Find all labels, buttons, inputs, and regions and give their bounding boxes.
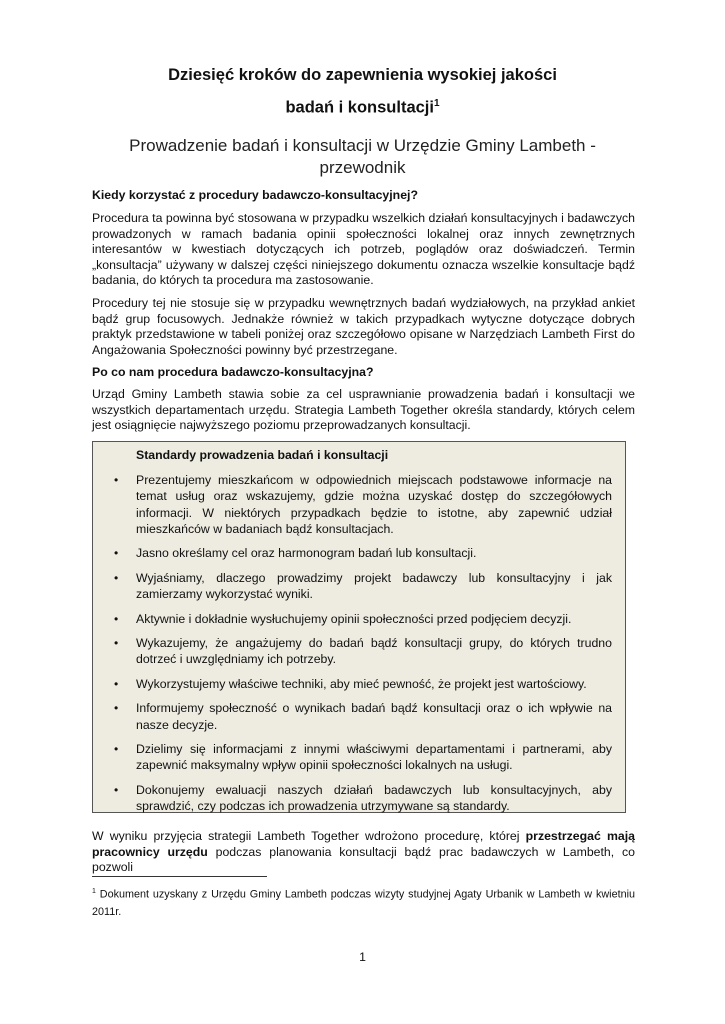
bullet-icon: • xyxy=(114,742,119,757)
footnote xyxy=(92,883,635,921)
standards-box-title: Standardy prowadzenia badań i konsultacji xyxy=(136,448,389,462)
standards-item-text: Wykorzystujemy właściwe techniki, aby mieć pewność, że projekt jest wartościowy. xyxy=(136,676,587,691)
document-title-line2 xyxy=(90,98,635,118)
document-subtitle-line1: Prowadzenie badań i konsultacji w Urzędzie Gminy Lambeth - xyxy=(129,136,596,155)
standards-list xyxy=(92,472,626,823)
standards-item-text: Wyjaśniamy, dlaczego prowadzimy projekt badawczy lub konsultacyjny i jak zamierzamy wykorzystać wyniki. xyxy=(136,570,612,602)
standards-item-text: Aktywnie i dokładnie wysłuchujemy opinii społeczności przed podjęciem decyzji. xyxy=(136,611,572,626)
closing-text-2: podczas planowania konsultacji bądź prac badawczych w Lambeth, co pozwoli xyxy=(92,844,635,875)
standards-list-item xyxy=(92,782,626,815)
standards-item-text: Prezentujemy mieszkańcom w odpowiednich miejscach podstawowe informacje na temat usług oraz wskazujemy, gdzie można uzyskać dostęp do szczegółowych informacji. W niektórych przypadkach będzie to istotne, aby zapewnić udział mieszkańców w badaniach bądź konsultacjach. xyxy=(136,473,612,536)
paragraph-when-1: Procedura ta powinna być stosowana w przypadku wszelkich działań konsultacyjnych i badawczych prowadzonych w ramach badania opinii społeczności lokalnej oraz innych zewnętrznych interesantów w kwestiach dotyczących ich potrzeb, poglądów oraz doświadczeń. Termin „konsultacja” używany w dalszej części niniejszego dokumentu oznacza wszelkie konsultacje bądź badania, do których ta procedura ma zastosowanie. xyxy=(92,211,635,288)
standards-item-text: Dokonujemy ewaluacji naszych działań badawczych lub konsultacyjnych, aby sprawdzić, czy podczas ich prowadzenia utrzymywane są standardy. xyxy=(136,782,612,814)
bullet-icon: • xyxy=(114,546,119,561)
bullet-icon: • xyxy=(114,701,119,716)
bullet-icon: • xyxy=(114,570,119,585)
closing-text-1: W wyniku przyjęcia strategii Lambeth Together wdrożono procedurę, której xyxy=(92,829,526,843)
standards-list-item xyxy=(92,570,626,603)
standards-item-text: Informujemy społeczność o wynikach badań bądź konsultacji oraz o ich wpływie na nasze decyzje. xyxy=(136,701,612,732)
standards-item-text: Dzielimy się informacjami z innymi właściwymi departamentami i partnerami, aby zapewnić maksymalny wpływ opinii społeczności lokalnych na usługi. xyxy=(136,742,612,773)
standards-list-item xyxy=(92,611,626,627)
standards-list-item xyxy=(92,545,626,561)
bullet-icon: • xyxy=(114,782,119,797)
standards-list-item xyxy=(92,741,626,774)
closing-bold-text: przestrzegać mają pracownicy urzędu xyxy=(92,829,635,859)
footnote-reference[interactable]: 1 xyxy=(433,98,440,109)
paragraph-why-1: Urząd Gminy Lambeth stawia sobie za cel usprawnianie prowadzenia badań i konsultacji we wszystkich departamentach urzędu. Strategia Lambeth Together określa standardy, których celem jest osiągnięcie najwyższego poziomu przeprowadzanych konsultacji. xyxy=(92,387,635,433)
bullet-icon: • xyxy=(114,473,119,487)
title-text: badań i konsultacji xyxy=(285,98,434,117)
bullet-icon: • xyxy=(114,611,119,626)
bullet-icon: • xyxy=(114,636,119,651)
document-title-line1: Dziesięć kroków do zapewnienia wysokiej jakości xyxy=(168,66,557,84)
standards-list-item xyxy=(92,635,626,668)
standards-item-text: Wykazujemy, że angażujemy do badań bądź konsultacji grupy, do których trudno dotrzeć i uwzględniamy ich potrzeby. xyxy=(136,636,612,667)
standards-item-text: Jasno określamy cel oraz harmonogram badań lub konsultacji. xyxy=(136,546,477,561)
standards-list-item xyxy=(92,676,626,692)
closing-paragraph xyxy=(92,829,635,876)
footnote-text: Dokument uzyskany z Urzędu Gminy Lambeth podczas wizyty studyjnej Agaty Urbanik w Lambeth w kwietniu 2011r. xyxy=(92,888,635,918)
standards-list-item xyxy=(92,472,626,537)
document-subtitle-line2: przewodnik xyxy=(319,158,406,177)
footnote-number: 1 xyxy=(92,888,96,895)
paragraph-when-2: Procedury tej nie stosuje się w przypadku wewnętrznych badań wydziałowych, na przykład ankiet bądź grup focusowych. Jednakże również w takich przypadkach wytyczne dotyczące dobrych praktyk przedstawione w tabeli poniżej oraz szczegółowo opisane w Narzędziach Lambeth First do Angażowania Społeczności powinny być przestrzegane. xyxy=(92,296,635,357)
bullet-icon: • xyxy=(114,676,119,691)
section-heading-when: Kiedy korzystać z procedury badawczo-konsultacyjnej? xyxy=(92,188,418,202)
section-heading-why: Po co nam procedura badawczo-konsultacyjna? xyxy=(92,365,374,379)
footnote-separator xyxy=(92,876,267,877)
standards-list-item xyxy=(92,700,626,733)
page-number: 1 xyxy=(359,950,366,964)
